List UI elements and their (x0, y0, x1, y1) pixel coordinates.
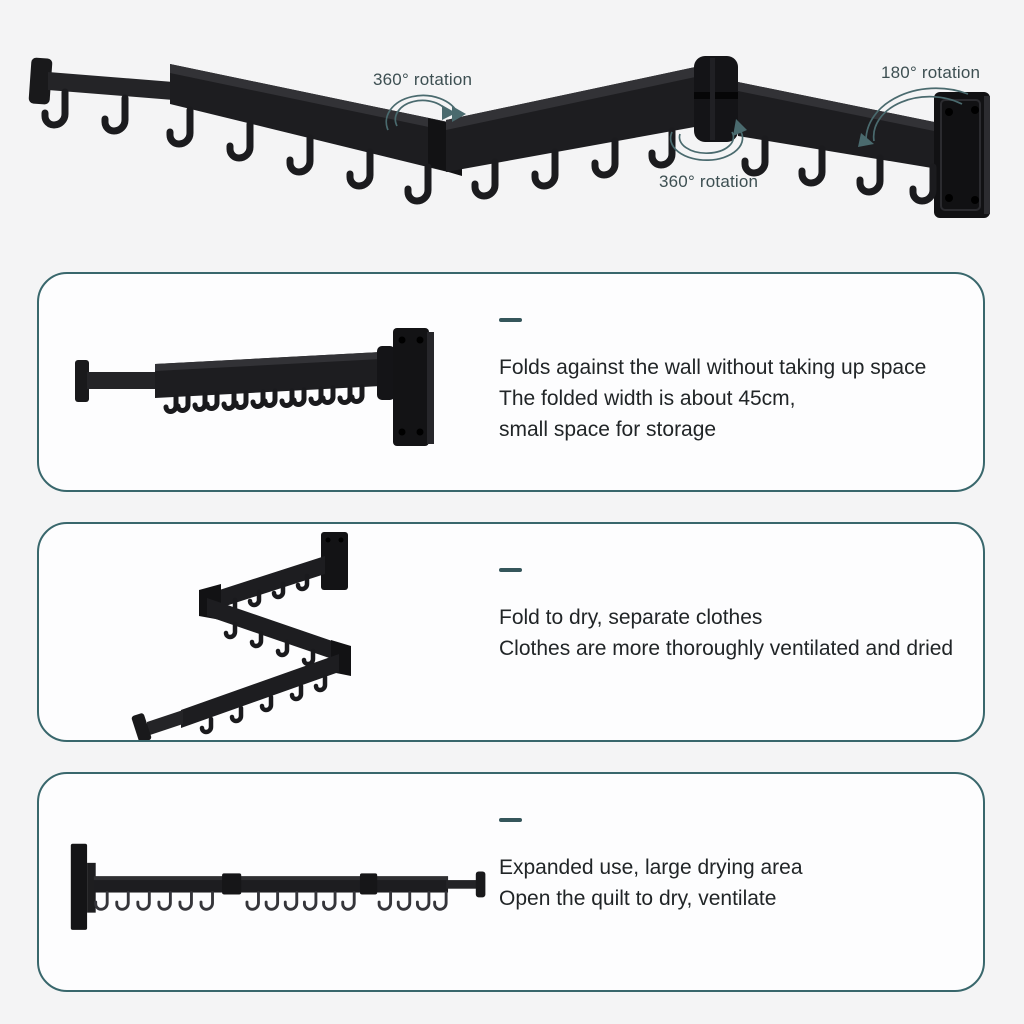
card-image-zfold-rack (39, 524, 499, 740)
annotation-180-rotation: 180° rotation (881, 63, 981, 82)
rack-middle-arm (446, 56, 738, 172)
annotation-360-rotation-left: 360° rotation (373, 70, 473, 89)
dash-accent (499, 318, 522, 322)
card-image-folded-rack (39, 274, 499, 490)
card-text-zfold (499, 524, 983, 740)
feature-card-zfold (37, 522, 985, 742)
rack-right-arm (738, 82, 990, 218)
wall-mount-plate (321, 532, 348, 590)
feature-card-folded (37, 272, 985, 492)
wall-mount-plate (71, 844, 87, 930)
wire-hooks (96, 893, 446, 910)
wall-mount-plate (393, 328, 429, 446)
feature-line: The folded width is about 45cm, (499, 387, 796, 410)
folded-rack-illustration (49, 282, 489, 482)
extended-rack-illustration (44, 782, 494, 982)
dash-accent (499, 818, 522, 822)
feature-line: Open the quilt to dry, ventilate (499, 887, 777, 910)
feature-line: Folds against the wall without taking up space (499, 356, 927, 379)
feature-line: small space for storage (499, 418, 717, 441)
zfold-rack-illustration (49, 524, 489, 740)
hinge-icon (377, 346, 395, 400)
annotation-360-rotation-middle: 360° rotation (659, 172, 759, 191)
feature-cards (37, 272, 985, 1022)
feature-line: Clothes are more thoroughly ventilated and dried (499, 637, 954, 660)
feature-line: Expanded use, large drying area (499, 856, 803, 879)
feature-line: Fold to dry, separate clothes (499, 606, 763, 629)
card-text-extended (499, 774, 983, 990)
dash-accent (499, 568, 522, 572)
wall-mount-plate (934, 92, 990, 218)
feature-card-extended (37, 772, 985, 992)
hero-section (0, 0, 1024, 262)
card-text-folded (499, 274, 983, 490)
card-image-extended-rack (39, 774, 499, 990)
hero-product-rack-illustration (0, 0, 1024, 262)
